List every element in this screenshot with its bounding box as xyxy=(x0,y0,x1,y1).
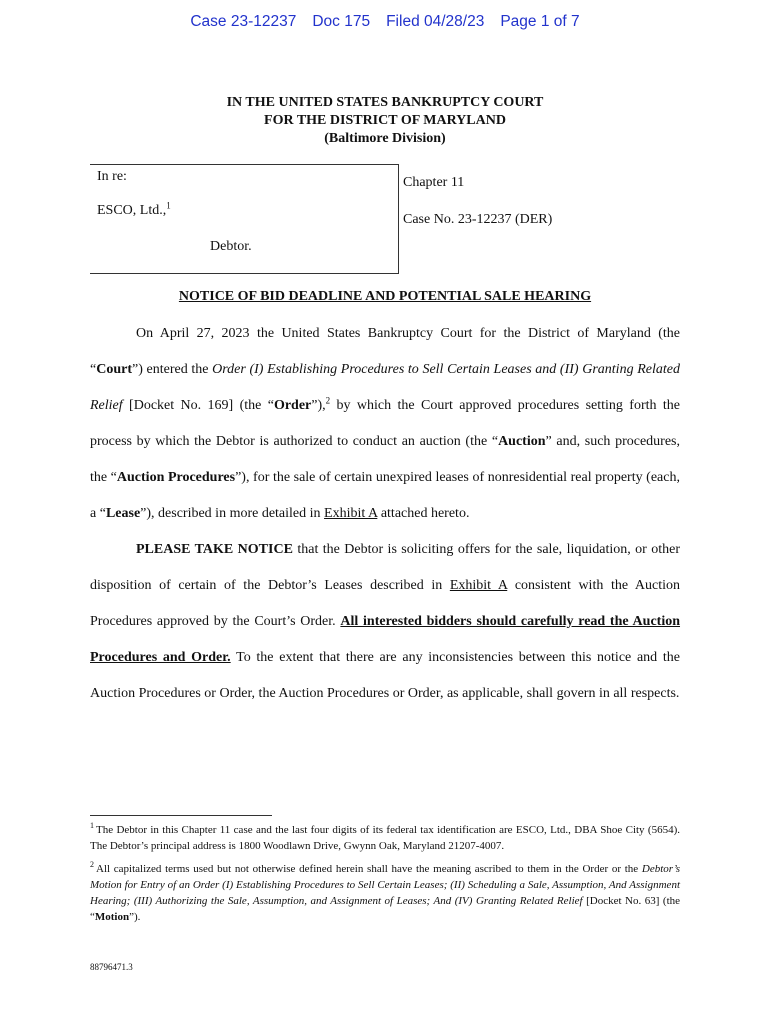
doc-number: Doc 175 xyxy=(312,13,371,30)
debtor-label: Debtor. xyxy=(210,239,252,254)
footnote-marker: 1 xyxy=(90,821,94,831)
text-run: consistent with the Auction Procedures approved by the Court’s Order. xyxy=(90,578,680,629)
in-re-label: In re: xyxy=(97,169,127,184)
defined-term-motion: Motion xyxy=(94,911,130,923)
motion-title: Debtor’s Motion for Entry of an Order (I) Establishing Procedures to Sell Certain Leases; (II) Scheduling a Sale, Assumption, And Assignment Hearing; (III) Authorizing the Sale, Assumption, and Assignment of Leases; And (IV) Granting Related Relief xyxy=(90,863,680,907)
chapter-label: Chapter 11 xyxy=(403,175,465,190)
defined-term-order: Order xyxy=(273,398,312,413)
case-number-label: Case No. 23-12237 (DER) xyxy=(403,212,553,227)
text-run: To the extent that there are any inconsistencies between this notice and the Auction Procedures or Order, the Auction Procedures or Order, as applicable, shall govern in all respects. xyxy=(90,650,680,701)
case-caption-box xyxy=(90,164,399,274)
defined-term-lease: Lease xyxy=(105,506,141,521)
footnote-text: [Docket No. 63] (the “ xyxy=(90,895,681,923)
court-heading xyxy=(0,94,770,148)
defined-term-auction: Auction xyxy=(498,434,546,449)
defined-term-auction-procedures: Auction Procedures xyxy=(116,470,236,485)
court-name-line: IN THE UNITED STATES BANKRUPTCY COURT xyxy=(226,95,544,110)
paragraph-1 xyxy=(90,316,680,532)
footnote-ref-1[interactable]: 1 xyxy=(166,200,171,211)
footnote-divider xyxy=(90,815,272,816)
debtor-name-text: ESCO, Ltd., xyxy=(97,203,167,218)
text-run: ”), xyxy=(311,398,326,413)
bidder-warning: All interested bidders should carefully read the Auction Procedures and Order. xyxy=(90,614,681,665)
court-district-line: FOR THE DISTRICT OF MARYLAND xyxy=(264,113,506,128)
text-run: ”), described in more detailed in xyxy=(140,506,325,521)
footnote-text: All capitalized terms used but not otherwise defined herein shall have the meaning ascribed to them in the Order or the xyxy=(96,863,642,875)
paragraph-2 xyxy=(90,532,680,712)
footnote-text: ”). xyxy=(129,911,141,923)
text-run: ”) entered the xyxy=(132,362,213,377)
text-run: On April 27, 2023 the United States Bankruptcy Court for the District of Maryland (the “ xyxy=(90,326,680,377)
debtor-name xyxy=(97,200,171,219)
court-division-line: (Baltimore Division) xyxy=(324,131,446,146)
defined-term-court: Court xyxy=(96,362,132,377)
document-id: 88796471.3 xyxy=(90,962,133,972)
case-number: Case 23-12237 xyxy=(190,13,297,30)
text-run: by which the Court approved procedures setting forth the process by which the Debtor is authorized to conduct an auction (the “ xyxy=(90,398,681,449)
please-take-notice: PLEASE TAKE NOTICE xyxy=(136,542,293,557)
footnote-text: The Debtor in this Chapter 11 case and the last four digits of its federal tax identification are ESCO, Ltd., DBA Shoe City (5654). The Debtor’s principal address is 1800 Woodlawn Drive, Gwynn Oak, Maryland 21207-4007. xyxy=(90,824,680,852)
case-stamp-header xyxy=(0,13,770,31)
footnote-ref-2[interactable]: 2 xyxy=(325,395,331,406)
notice-title: NOTICE OF BID DEADLINE AND POTENTIAL SALE HEARING xyxy=(178,289,592,304)
text-run: ” and, such procedures, the “ xyxy=(90,434,680,485)
footnote-2 xyxy=(90,861,680,925)
text-run: ”), for the sale of certain unexpired leases of nonresidential real property (each, a “ xyxy=(90,470,680,521)
text-run: that the Debtor is soliciting offers for the sale, liquidation, or other disposition of certain of the Debtor’s Leases described in xyxy=(90,542,680,593)
filed-date: Filed 04/28/23 xyxy=(386,13,485,30)
text-run: attached hereto. xyxy=(377,506,470,521)
exhibit-a-reference[interactable]: Exhibit A xyxy=(324,506,378,521)
page-indicator: Page 1 of 7 xyxy=(500,13,580,30)
footnote-marker: 2 xyxy=(90,860,94,870)
order-title: Order (I) Establishing Procedures to Sell Certain Leases and (II) Granting Related Relief xyxy=(90,362,680,413)
exhibit-a-reference[interactable]: Exhibit A xyxy=(449,578,508,593)
footnote-1 xyxy=(90,822,680,854)
text-run: [Docket No. 169] (the “ xyxy=(122,398,274,413)
